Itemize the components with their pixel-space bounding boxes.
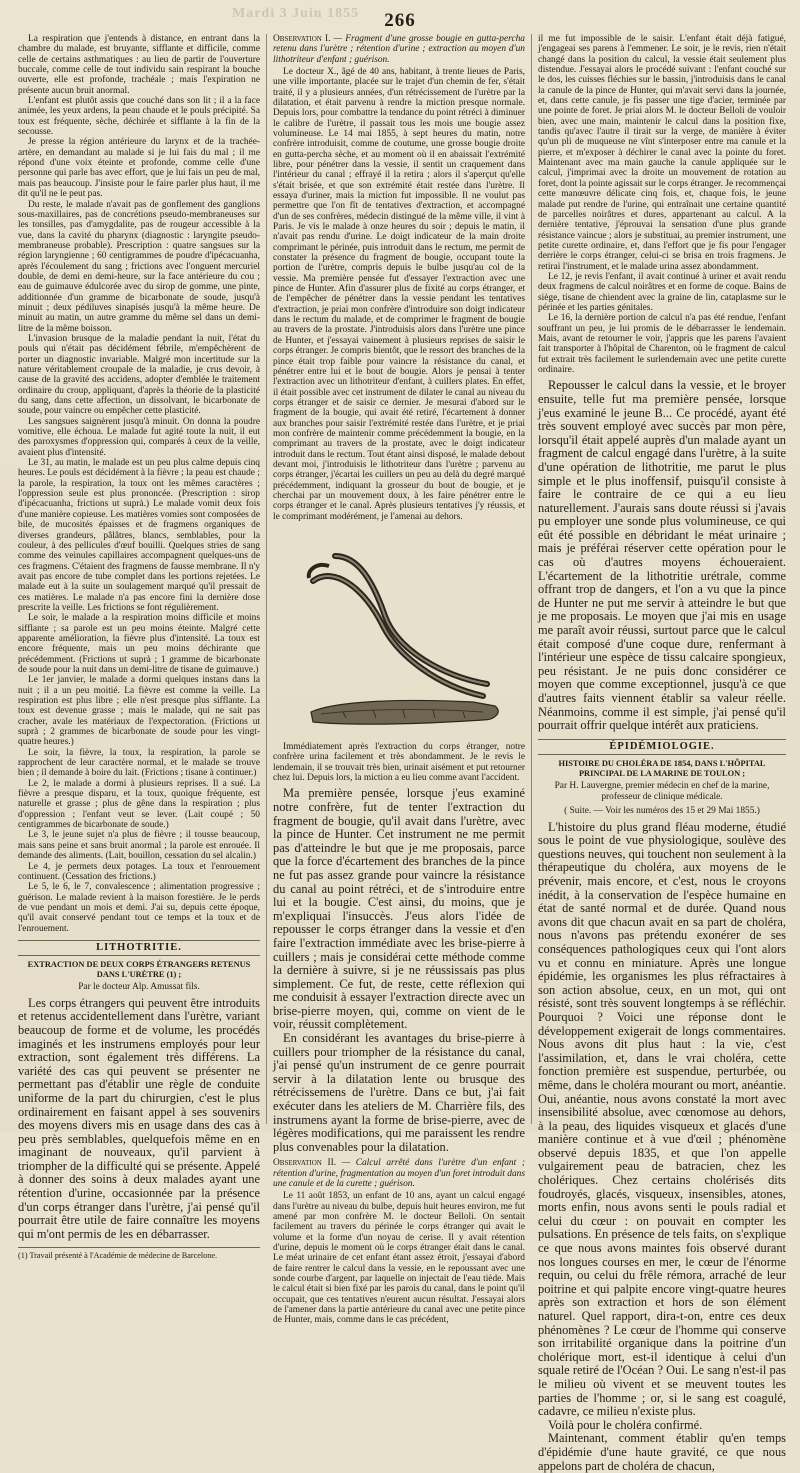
paragraph: Repousser le calcul dans la vessie, et le broyer ensuite, telle fut ma première pensée, lorsque j'eus examiné le jeune B... Ce procédé, ayant été très souvent employé avec succès par mon père, lorsqu'il était appelé auprès d'un malade ayant un fragment de calcul engagé dans l'urètre, à la suite d'une opération de lithotritie, me parut le plus simple et le plus inoffensif, puisqu'il consiste à faire le contraire de ce qui a eu lieu naturellement. J'aurais sans doute réussi si j'avais pu employer une sonde plus volumineuse, ce qui eût été possible en débridant le méat urinaire ; mais je préférai réserver cette opération pour le cas où d'autres moyens échoueraient. L'écartement de la lithotritie urétrale, comme offrant trop de dangers, et l'on a vu que la pince de Hunter ne put me servir à atteindre le but que je me proposais. Le moyen que j'ai mis en usage me paraît avoir réussi, surtout parce que le calcul était composé d'une coque dure, renfermant à l'intérieur une espèce de tissu calcaire spongieux, peu résistant. Je ne puis donc considérer ce moyen que comme exceptionnel, jusqu'à ce que d'autres faits viennent établir sa valeur réelle. Néanmoins, comme il est simple, j'ai pensé qu'il pourrait offrir quelque intérêt aux praticiens.: [538, 378, 786, 733]
article-title: EXTRACTION DE DEUX CORPS ÉTRANGERS RETENUS DANS L'URÈTRE (1) ;: [27, 960, 251, 980]
observation-label: Observation I.: [273, 34, 331, 44]
column-middle: [273, 34, 525, 1326]
paragraph: Voilà pour le choléra confirmé.: [548, 1417, 703, 1432]
paragraph: Le 31, au matin, le malade est un peu plus calme depuis cinq heures. Le pouls est décidément à la fièvre ; la peau est chaude ; la parole, la respiration, la toux ont les mêmes caractères ; l'oppression seule est plus prononcée. (Prescription : sirop d'ipécacuanha, frictions ut suprà.) Le malade vomit deux fois d'une manière copieuse. Les matières vomies sont composées de bile, de mucosités épaisses et de fragmens organiques de diverses grandeurs, pâlâtres, blancs, semblables, pour la couleur, à des pellicules d'œuf bouilli. Quelques stries de sang comme des veinules capillaires accompagnent quelques-uns de ces fragmens. C'étaient des fragmens de fausse membrane. Il n'y avait pas encore de tube complet dans les portions rejetées. Le malade eut à la suite un soulagement marqué qu'il pressait de ces matières. Le malade n'a pas encore fini la dernière dose prescrite la veille. Les frictions se font régulièrement.: [18, 458, 260, 613]
paragraph: Les sangsues saignèrent jusqu'à minuit. On donna la poudre vomitive, elle échoua. Le malade fut agité toute la nuit, il eut des paroxysmes d'oppression qui, comparés à ceux de la veille, avaient plus d'intensité.: [18, 416, 260, 458]
column-left: [18, 34, 260, 1261]
figure-caption: Immédiatement après l'extraction du corps étranger, notre confrère urina facilement et très abondamment. Je le revis le lendemain, il se trouvait très bien, urinait aisément et put retourner chez lui. Depuis lors, la miction a eu lieu comme avant l'accident.: [273, 742, 525, 784]
paragraph: Le 3, le jeune sujet n'a plus de fièvre ; il tousse beaucoup, mais sans peine et sans bruit anormal ; la parole est enrouée. Il demande des aliments. (Lait, bouillon, cessation du sel alcalin.): [18, 830, 260, 862]
article-title: HISTOIRE DU CHOLÉRA DE 1854, DANS L'HÔPITAL PRINCIPAL DE LA MARINE DE TOULON ;: [558, 759, 766, 779]
paragraph: Le 2, le malade a dormi à plusieurs reprises. Il a sué. La fièvre a presque disparu, et la toux, quoique fréquente, est naturelle et grasse ; plus de gêne dans la respiration ; plus d'oppression ; l'enfant veut se lever. (Lait coupé ; 50 centigrammes de bicarbonate de soude.): [18, 778, 260, 831]
column-divider-right: [531, 34, 532, 1124]
paragraph: En considérant les avantages du brise-pierre à cuillers pour triompher de la résistance du canal, j'ai pensé qu'un instrument de ce genre pourrait servir à la dilatation lente ou brusque des rétrécissemens de l'urètre. Dans ce but, j'ai fait exécuter dans les ateliers de M. Charrière fils, des instrumens ayant la forme de brise-pierre, avec de légères modifications, qui me paraissent les rendre plus convenables pour la dilatation.: [273, 1031, 525, 1154]
paragraph: L'histoire du plus grand fléau moderne, étudié sous le point de vue physiologique, soulève des questions neuves, qui touchent non seulement à la thérapeutique du choléra, aux moyens de le prévenir, mais encore, et c'est, nous le croyons inédit, à la conservation de l'espèce humaine en état de santé normal et de durée. Quand nous avons dit que chacun avait en sa part de choléra, nous n'avons pas prétendu exonérer de ses conséquences pathologiques ceux qui l'ont alors vu et connu en miniature. Après une longue épidémie, les organismes les plus réfractaires à son action absolue, ceux, en un mot, qui ont résisté, sont très souvent longtemps à se réfléchir. Pourquoi ? Voici une réponse dont le développement exigerait de longs commentaires. Nous avons dit plus haut : la vie, c'est l'assimilation, et, dans le vrai choléra, cette fonction première est suspendue, perturbée, ou même, dans le choléra mourant ou mort, anéantie. Oui, anéantie, nous avons constaté la mort avec insensibilité absolue, avec cœnomose au dehors, à la peau, des liquides visqueux et glacés d'une manière continue et à vue d'œil ; phénomène observé depuis 1835, et que l'on appelle vulgairement peau de batracien, chez les cholériques. Chez certains cholérisés dits foudroyés, glacés, visqueux, insensibles, atones, morts enfin, nous avons senti le pouls radial et celui du cœur : on pouvait en compter les pulsations. En présence de tels faits, on s'explique ce que nous avons maintes fois observé durant nos longues courses en mer, le cœur de l'énorme requin, ou celui du frêle rémora, arraché de leur poitrine et qui palpite encore vingt-quatre heures après son extraction et hors de son élément naturel. Quel rapport, dira-t-on, entre ces deux phénomènes ? Le cœur de l'homme qui conserve son irritabilité organique dans la poitrine d'un cholérique mort, est-il identique à celui d'un squale retiré de l'Océan ? Oui. Le sang n'est-il pas le milieu où vivent et se meuvent toutes les parties de l'homme ; or, si le sang est coagulé, cadavre, ce milieu n'existe plus.: [538, 819, 786, 1419]
paragraph: Le soir, le malade a la respiration moins difficile et moins sifflante ; sa parole est un peu moins éteinte. Malgré cette apparente amélioration, la fièvre plus d'intensité. La toux est encore fréquente, mais un peu moins déchirante que précédemment. (Frictions ut suprà ; 1 gramme de bicarbonate de soude pour la nuit dans un demi-litre de tisane de guimauve.): [18, 613, 260, 675]
paragraph: Le docteur X., âgé de 40 ans, habitant, à trente lieues de Paris, une ville importante, placée sur le trajet d'un chemin de fer, s'était traité, il y a plusieurs années, d'un rétrécissement de l'urètre par la dilatation, et était parvenu à rendre la miction presque normale. Depuis lors, pour combattre la tendance du point rétréci à diminuer le calibre de l'urètre, il passait tous les mois une bougie assez volumineuse. Le 14 mai 1855, à sept heures du matin, notre confrère introduisit, comme de coutume, une grosse bougie droite en gutta-percha sèche, et au moment où il en abaissait l'extrémité libre, pour pénétrer dans la vessie, il sentit un craquement dans l'intérieur du canal ; effrayé il la retira ; alors il s'aperçut qu'elle s'était brisée, et que son extrémité était restée dans l'urètre. Il essaya d'uriner, mais la miction fut impossible. Il ne voulut pas permettre que l'on fît de tentatives d'extraction, et accompagné d'un de ses confrères, médecin distingué de la même ville, il vint à Paris. Je vis le malade à onze heures du soir ; depuis le matin, il n'avait pas rendu d'urine. Le doigt indicateur de la main droite comprimant le périnée, puis introduit dans le rectum, me permit de constater la présence du fragment de bougie, occupant toute la portion de l'urètre, compris depuis le bulbe jusqu'au col de la vessie. Ma première pensée fut d'essayer l'extraction avec une pince de Hunter. Afin d'assurer plus de fixité au corps étranger, et de l'empêcher de pénétrer dans la vessie pendant les tentatives d'extraction, je priai mon confrère d'introduire son doigt indicateur dans le rectum du malade, et de comprimer le fragment de bougie au travers de la prostate. J'introduisis alors dans l'urètre une pince de Hunter, et j'essayai vainement à plusieurs reprises de saisir le corps étranger. Je compris bientôt, que le ressort des branches de la pince était trop faible pour vaincre la résistance du canal, et pénétrer entre lui et le bout de bougie. Alors je pensai à tenter l'extraction avec un lithotriteur d'enfant, à cuillers plates. En effet, il était possible avec cet instrument de dilater le canal au niveau du corps étranger et de saisir ce dernier. Je mesurai d'abord sur le fragment de la bougie, qui avait été retiré, l'écartement à donner aux branches pour saisir l'extrémité restée dans l'urètre, et je priai mon confrère de maintenir comme précédemment la bougie, en la comprimant au travers de la prostate, avec le doigt indicateur introduit dans le rectum. Tout étant ainsi disposé, le malade debout devant moi, j'introduisis le lithotriteur dans l'urètre ; parvenu au corps étranger, j'écartai les cuillers un peu au delà du degré marqué précédemment, indiquant la grosseur du bout de bougie, et je cherchai par un mouvement doux, à les faire pénétrer entre le corps étranger et le canal. Après plusieurs tentatives j'y réussis, et le comprimant modérément, je l'amenai au dehors.: [273, 66, 525, 522]
observation-heading: [273, 1158, 525, 1189]
paragraph: Le 16, la dernière portion de calcul n'a pas été rendue, l'enfant souffrant un peu, je lui promis de le débarrasser le lendemain. Mais, avant de retourner le voir, j'appris que les parens l'avaient fait transporter à l'hôpital de Charenton, où le fragment de calcul fut extrait très facilement le surlendemain avec une petite curette ordinaire.: [538, 313, 786, 375]
series-note: ( Suite. — Voir les numéros des 15 et 29 Mai 1855.): [564, 806, 760, 817]
page-number: 266: [384, 10, 416, 31]
intro-paragraph: Les corps étrangers qui peuvent être introduits et retenus accidentellement dans l'urètre, variant beaucoup de forme et de volume, les procédés imaginés et les instrumens employés pour leur extraction, sont également très différens. La variété des cas qui peuvent se présenter ne permettant pas d'établir une règle de conduite uniforme de la part du chirurgien, c'est le plus ordinairement en faisant appel à ses souvenirs des moyens divers mis en usage dans des cas à peu près semblables, quelquefois même en en imaginant de nouveaux, qu'il parvient à triompher de la difficulté qui se présente. Appelé à donner des soins à deux malades ayant une rétention d'urine, occasionnée par la présence d'un corps étranger dans l'urètre, j'ai pensé qu'il pourrait être utile de faire connaître les moyens qui m'ont permis de les en débarrasser.: [18, 995, 260, 1241]
section-title-epidemiologie: ÉPIDÉMIOLOGIE.: [538, 739, 786, 755]
paragraph: Ma première pensée, lorsque j'eus examiné notre confrère, fut de tenter l'extraction du fragment de bougie, qu'il avait dans l'urètre, avec la pince de Hunter. Cet instrument ne me permit pas d'atteindre le but que je me proposais, parce que la force d'écartement des branches de la pince ne fut pas assez grande pour vaincre la résistance du canal au point rétréci, et de s'introduire entre lui et la bougie. C'est ainsi, du moins, que je m'expliquai l'insuccès. J'eus alors l'idée de repousser le corps étranger dans la vessie et d'en faire l'extraction immédiate avec les brise-pierre à cuillers ; mais je considérai cette méthode comme la dernière à suivre, si je ne réussissais pas plus simplement. Ce fut, de reste, cette réflexion qui me conduisit à essayer l'extraction directe avec un brise-pierre moyen, qui, comme on vient de le voir, réussit complètement.: [273, 786, 525, 1032]
footnote: (1) Travail présenté à l'Académie de médecine de Barcelone.: [18, 1247, 260, 1261]
section-title-lithotritie: LITHOTRITIE.: [18, 940, 260, 956]
paragraph: Le soir, la fièvre, la toux, la respiration, la parole se rapprochent de leur caractère normal, et le malade se trouve bien ; il demande à boire du lait. (Frictions ; tisane à continuer.): [18, 747, 260, 779]
observation-summary: — Calcul arrêté dans l'urètre d'un enfant ; rétention d'urine, fragmentation au moyen d'un foret introduit dans une canule et de la curette ; guérison.: [273, 1158, 525, 1190]
lithotriteur-illustration: [273, 526, 525, 736]
lithotriteur-icon: [309, 556, 487, 696]
paragraph: il me fut impossible de le saisir. L'enfant était déjà fatigué, j'engageai ses parens à l'emmener. Le soir, je le revis, rien n'était changé dans la position du calcul, la vessie était seulement plus distendue. J'essayai alors le procédé suivant : l'enfant couché sur le dos, les cuisses fléchies sur le bassin, j'introduisis dans le canal la canule de la pince de Hunter, qui m'avait servi dans la journée, et, dans cette canule, je fis passer une tige d'acier, terminée par une pointe de foret. Je priai alors M. le docteur Belloli de vouloir bien, avec une main, maintenir le calcul dans la position fixe, tandis qu'avec l'autre il tirait sur la verge, de manière à éviter qu'un pli de muqueuse ne vînt s'interposer entre ma canule et la pierre, et m'exposer à déchirer le canal avec la pointe du foret. Maintenant avec ma main gauche la canule appliquée sur le calcul, j'imprimai avec la droite un mouvement de rotation au foret, dont la pointe agissait sur le corps étranger. Je recommençai cette manœuvre délicate cinq fois, et, chaque fois, le jeune malade put rendre de l'urine, qui entraînait une certaine quantité de parcelles noirâtres et dures, appartenant au calcul. A la dernière tentative, j'éprouvai la sensation d'une plus grande résistance vaincue ; alors je substituai, au premier instrument, une petite curette ordinaire, et, dans l'effort que je fis pour l'engager derrière le corps étranger, celui-ci se brisa en trois fragmens. Je retirai l'instrument, et le malade urina assez abondamment.: [538, 34, 786, 272]
observation-label: Observation II.: [273, 1158, 337, 1169]
paragraph: Le 12, je revis l'enfant, il avait continué à uriner et avait rendu deux fragmens de calcul noirâtres et en forme de coque. Bains de siège, tisane de chiendent avec la graine de lin, cataplasme sur le périnée et les parties génitales.: [538, 271, 786, 313]
column-divider-left: [266, 34, 267, 1124]
byline: Par le docteur Alp. Amussat fils.: [78, 982, 200, 993]
byline: Par H. Lauvergne, premier médecin en chef de la marine, professeur de clinique médicale.: [554, 781, 770, 802]
paragraph: Maintenant, comment établir qu'en temps d'épidémie d'une haute gravité, ce que nous appelons part de choléra de chacun,: [538, 1431, 786, 1473]
paragraph: Le 5, le 6, le 7, convalescence ; alimentation progressive ; guérison. Le malade revient à la maison forestière. Je le perds de vue pendant un mois et demi. J'ai su, depuis cette époque, qu'il avait conservé pendant tout ce temps et la toux et de l'enrouement.: [18, 882, 260, 934]
paragraph: Du reste, le malade n'avait pas de gonflement des ganglions sous-maxillaires, pas de concrétions pseudo-membraneuses sur les tonsilles, pas d'amygdalite, pas de rougeur accessible à la vue, dans la cavité du pharynx (diagnostic : laryngite pseudo-membraneuse probable). Prescription : quatre sangsues sur la région laryngienne ; 60 centigrammes de poudre d'ipécacuanha, après l'écoulement du sang ; frictions avec l'onguent mercuriel double, de demi en demi-heure, sur la face antérieure du cou ; eau de guimauve édulcorée avec du sirop de gomme, une pinte, additionnée d'un gramme de bicarbonate de soude, jusqu'à minuit ; deux pédiluves sinapisés jusqu'à la même heure. De minuit au matin, un autre gramme du même sel dans un demi-litre de la même boisson.: [18, 199, 260, 334]
bleed-through-date: Mardi 3 Juin 1855: [232, 6, 360, 21]
paragraph: L'enfant est plutôt assis que couché dans son lit ; il a la face animée, les yeux ardens, la peau chaude et le pouls précipité. Sa toux est fréquente, sèche, déchirée et sifflante à la fin de la secousse.: [18, 96, 260, 138]
paragraph: L'invasion brusque de la maladie pendant la nuit, l'état du pouls qui n'était pas décidément fébrile, m'empêchèrent de porter un diagnostic invariable. Malgré mon incertitude sur la nature véritablement croupale de la maladie, je crus devoir, à cause de la gravité des accidens, adopter d'emblée le traitement ordinaire du croup, appliquant, d'après la théorie de la plasticité du sang, dans cette affection, un dissolvant, le bicarbonate de soude, pour vaincre ou empêcher cette plasticité.: [18, 333, 260, 417]
figure-lithotriteur: [273, 526, 525, 736]
page-header: [0, 6, 800, 32]
paragraph: Le 4, je permets deux potages. La toux et l'enrouement continuent. (Cessation des frictions.): [18, 861, 260, 882]
paragraph: Le 11 août 1853, un enfant de 10 ans, ayant un calcul engagé dans l'urètre au niveau du bulbe, depuis huit heures environ, me fut amené par mon confrère M. le docteur Belloli. On sentait facilement au travers du périnée le corps étranger qui avait le volume et la forme d'un noyau de cerise. Il y avait rétention d'urine, depuis le moment où le corps étranger était dans le canal. Le méat urinaire de cet enfant étant assez étroit, j'essayai d'abord de faire rentrer le calcul dans la vessie, en le repoussant avec une sonde courbe d'argent, par laquelle on injectait de l'eau tiède. Mais le calcul était si bien fixé par les parois du canal, dans le point qu'il occupait, que ces tentatives n'eurent aucun résultat. J'essayai alors de l'amener dans la partie antérieure du canal avec une petite pince de Hunter, mais, comme dans le cas précédent,: [273, 1191, 525, 1326]
paragraph: Je presse la région antérieure du larynx et de la trachée-artère, en demandant au malade si je lui fais du mal ; il me répond d'une voix éteinte et profonde, comme celle d'une personne qui parle bas avec effort, que je lui fais un peu de mal, mais pas beaucoup. J'insiste pour le faire parler plus haut, il me dit qu'il ne le peut pas.: [18, 137, 260, 200]
observation-summary: — Fragment d'une grosse bougie en gutta-percha retenu dans l'urètre ; rétention d'urine ; extraction au moyen d'un lithotriteur d'enfant ; guérison.: [273, 34, 525, 65]
column-right: [538, 34, 786, 1473]
paragraph: Le 1er janvier, le malade a dormi quelques instans dans la nuit ; il a un peu moitié. La fièvre est comme la veille. La respiration est plus libre ; elle n'est presque plus sifflante. La toux est devenue grasse ; mais le malade, qui ne sait pas cracher, avale les matériaux de l'expectoration. (Frictions ut suprà ; 2 grammes de bicarbonate de soude pour les vingt-quatre heures.): [18, 675, 260, 748]
paragraph: La respiration que j'entends à distance, en entrant dans la chambre du malade, est bruyante, sifflante et difficile, comme celle de certains asthmatiques : au lieu de partir de l'ouverture buccale, comme celle de tout individu sain respirant la bouche ouverte, elle est profonde, trachéale ; mais l'expiration ne présente aucun bruit anormal.: [18, 34, 260, 96]
bougie-fragment-icon: [311, 700, 498, 724]
observation-heading: [273, 34, 525, 65]
